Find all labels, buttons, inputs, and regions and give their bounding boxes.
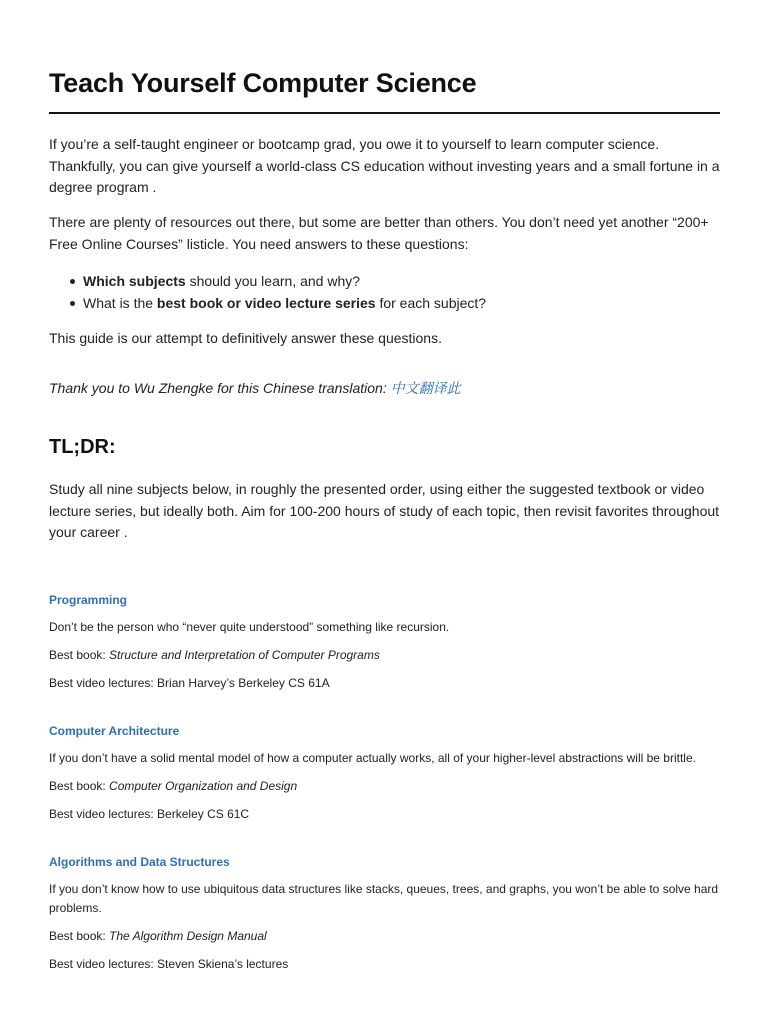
bullet-icon xyxy=(70,279,75,284)
best-book xyxy=(49,646,729,665)
tldr-paragraph: Study all nine subjects below, in roughly the presented order, using either the suggested textbook or video lecture series, but ideally both. Aim for 100-200 hours of study of each topic, then revisit favorites throughout your career . xyxy=(49,481,720,540)
intro-paragraph-3: This guide is our attempt to definitively answer these questions. xyxy=(49,330,442,346)
intro-paragraph-1: If you’re a self-taught engineer or bootcamp grad, you owe it to yourself to learn computer science. Thankfully, you can give yourself a world-class CS education without investing years and a small fortune in a degree program . xyxy=(49,136,720,195)
best-book-label: Best book: xyxy=(49,929,110,943)
best-video-lectures: Best video lectures: Brian Harvey’s Berkeley CS 61A xyxy=(49,676,330,690)
bullet-text-prefix: What is the xyxy=(83,295,157,311)
tldr-heading: TL;DR: xyxy=(49,436,116,458)
list-item xyxy=(49,270,729,292)
best-video-lectures: Best video lectures: Steven Skiena’s lectures xyxy=(49,957,289,971)
translation-link[interactable]: 中文翻译此 xyxy=(390,380,461,396)
subject-heading-programming[interactable]: Programming xyxy=(49,593,128,607)
best-video-lectures: Best video lectures: Berkeley CS 61C xyxy=(49,807,250,821)
best-book xyxy=(49,777,729,796)
subject-description: If you don’t have a solid mental model of how a computer actually works, all of your higher-level abstractions will be brittle. xyxy=(49,751,696,765)
list-item xyxy=(49,292,729,314)
bullet-text: should you learn, and why? xyxy=(185,273,361,289)
book-title: Structure and Interpretation of Computer Programs xyxy=(109,648,380,662)
bullet-bold-text: best book or video lecture series xyxy=(156,295,376,311)
best-book-label: Best book: xyxy=(49,779,110,793)
questions-list xyxy=(49,270,729,314)
intro-paragraph-2: There are plenty of resources out there, but some are better than others. You don’t need yet another “200+ Free Online Courses” listicle. You need answers to these questions: xyxy=(49,214,709,252)
translation-credit xyxy=(49,378,729,400)
subject-heading-computer-architecture[interactable]: Computer Architecture xyxy=(49,724,180,738)
bullet-bold-text: Which subjects xyxy=(83,273,186,289)
subject-description: Don’t be the person who “never quite understood” something like recursion. xyxy=(49,620,450,634)
book-title: Computer Organization and Design xyxy=(109,779,298,793)
bullet-icon xyxy=(70,301,75,306)
subject-heading-algorithms[interactable]: Algorithms and Data Structures xyxy=(49,855,230,869)
subject-description: If you don’t know how to use ubiquitous data structures like stacks, queues, trees, and graphs, you won’t be able to solve hard problems. xyxy=(49,882,719,915)
page-title: Teach Yourself Computer Science xyxy=(49,68,477,98)
best-book-label: Best book: xyxy=(49,648,110,662)
bullet-text: for each subject? xyxy=(375,295,487,311)
translation-credit-text: Thank you to Wu Zhengke for this Chinese translation: xyxy=(49,380,391,396)
book-title: The Algorithm Design Manual xyxy=(109,929,267,943)
best-book xyxy=(49,927,729,946)
title-divider xyxy=(49,112,720,114)
